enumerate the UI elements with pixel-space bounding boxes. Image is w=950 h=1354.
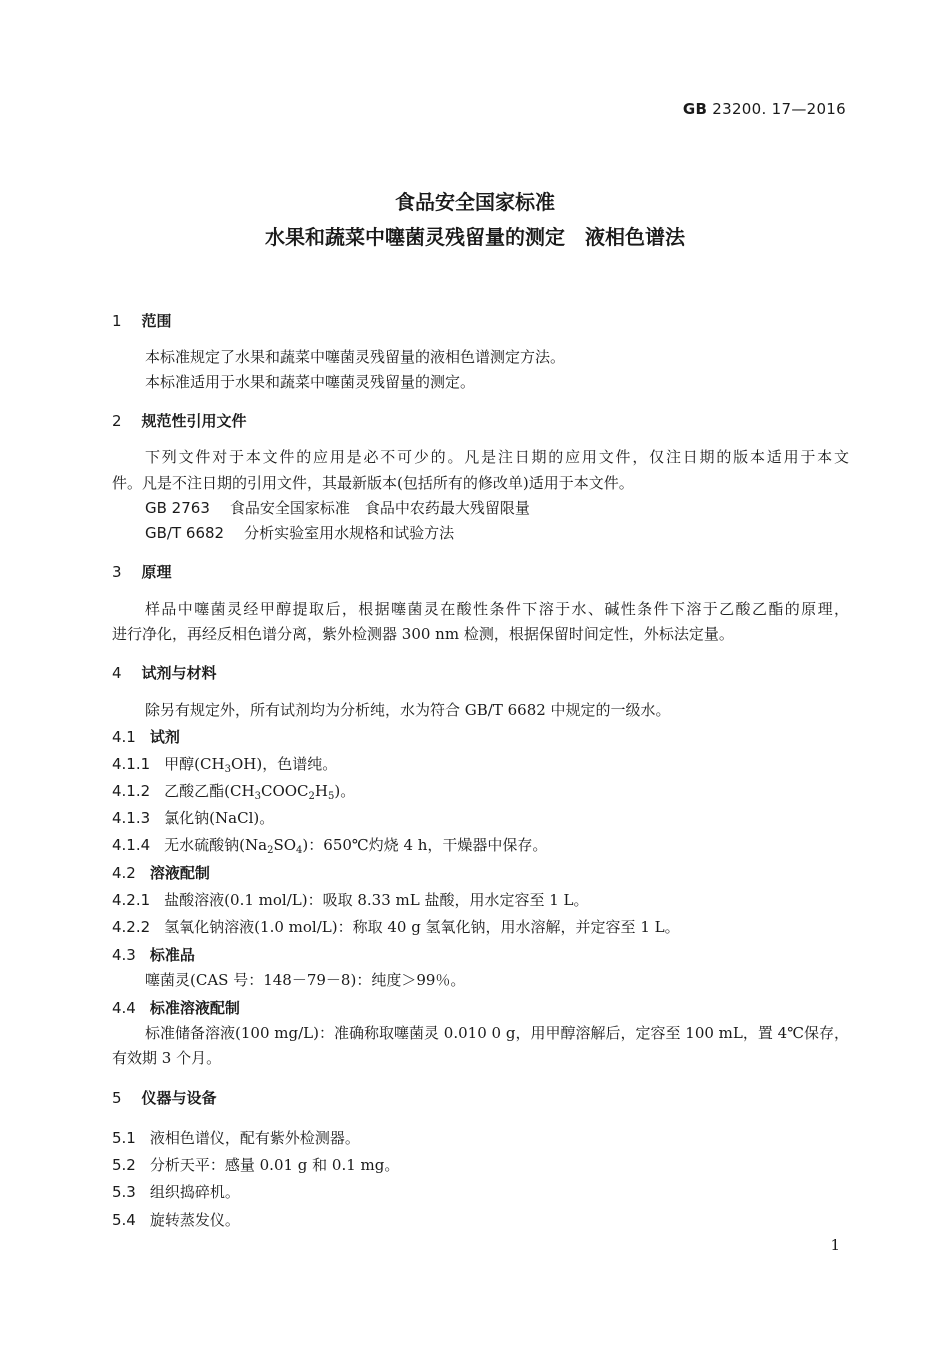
item-5-2: 5.2 分析天平：感量 0.01 g 和 0.1 mg。 (112, 1156, 400, 1174)
item-5-1: 5.1 液相色谱仪，配有紫外检测器。 (112, 1129, 360, 1147)
section-2-para-1a: 下列文件对于本文件的应用是必不可少的。凡是注日期的应用文件，仅注日期的版本适用于本文 (145, 448, 849, 466)
section-3-para-1a: 样品中噻菌灵经甲醇提取后，根据噻菌灵在酸性条件下溶于水、碱性条件下溶于乙酸乙酯的原理， (145, 600, 849, 618)
item-4-2-2: 4.2.2 氢氧化钠溶液(1.0 mol/L)：称取 40 g 氢氧化钠，用水溶解，并定容至 1 L。 (112, 918, 680, 936)
section-1-para-2: 本标准适用于水果和蔬菜中噻菌灵残留量的测定。 (145, 373, 476, 391)
section-4-4-heading: 4.4 标准溶液配制 (112, 999, 240, 1017)
page-number: 1 (830, 1236, 840, 1254)
standard-code: 23200. 17—2016 (712, 100, 846, 118)
section-1-para-1: 本标准规定了水果和蔬菜中噻菌灵残留量的液相色谱测定方法。 (145, 348, 566, 366)
item-4-2-1: 4.2.1 盐酸溶液(0.1 mol/L)：吸取 8.33 mL 盐酸，用水定容至 1 L。 (112, 891, 589, 909)
section-2-heading: 2 规范性引用文件 (112, 412, 247, 430)
section-4-para-1: 除另有规定外，所有试剂均为分析纯，水为符合 GB/T 6682 中规定的一级水。 (145, 701, 671, 719)
section-4-3-para: 噻菌灵(CAS 号：148－79－8)：纯度＞99％。 (145, 971, 466, 989)
item-4-1-1: 4.1.1 甲醇$(CH_3OH)$，色谱纯。 (112, 755, 338, 775)
section-4-2-heading: 4.2 溶液配制 (112, 864, 210, 882)
item-5-3: 5.3 组织捣碎机。 (112, 1183, 240, 1201)
item-4-1-4: 4.1.4 无水硫酸钠$(Na_2SO_4)$：650℃灼烧 4 h，干燥器中保存。 (112, 836, 548, 856)
section-4-1-heading: 4.1 试剂 (112, 728, 180, 746)
item-5-4: 5.4 旋转蒸发仪。 (112, 1211, 240, 1229)
section-4-4-para-a: 标准储备溶液(100 mg/L)：准确称取噻菌灵 0.010 0 g，用甲醇溶解后，定容至 100 mL，置 4℃保存， (145, 1024, 849, 1042)
section-1-heading: 1 范围 (112, 312, 172, 330)
document-title-line1: 食品安全国家标准 (395, 190, 555, 214)
section-4-4-para-b: 有效期 3 个月。 (112, 1049, 222, 1067)
section-5-heading: 5 仪器与设备 (112, 1089, 217, 1107)
section-4-heading: 4 试剂与材料 (112, 664, 217, 682)
section-4-3-heading: 4.3 标准品 (112, 946, 195, 964)
standard-number (683, 100, 846, 118)
section-3-para-1b: 进行净化，再经反相色谱分离，紫外检测器 300 nm 检测，根据保留时间定性，外标法定量。 (112, 625, 734, 643)
section-3-heading: 3 原理 (112, 563, 172, 581)
reference-gbt6682: GB/T 6682 分析实验室用水规格和试验方法 (145, 524, 455, 542)
document-title-line2: 水果和蔬菜中噻菌灵残留量的测定 液相色谱法 (265, 225, 685, 249)
standard-prefix: GB (682, 100, 708, 118)
item-4-1-2: 4.1.2 乙酸乙酯$(CH_3COOC_2H_5)$。 (112, 782, 356, 802)
reference-gb2763: GB 2763 食品安全国家标准 食品中农药最大残留限量 (145, 499, 530, 517)
item-4-1-3: 4.1.3 氯化钠(NaCl)。 (112, 809, 275, 827)
section-2-para-1b: 件。凡是不注日期的引用文件，其最新版本(包括所有的修改单)适用于本文件。 (112, 474, 634, 492)
